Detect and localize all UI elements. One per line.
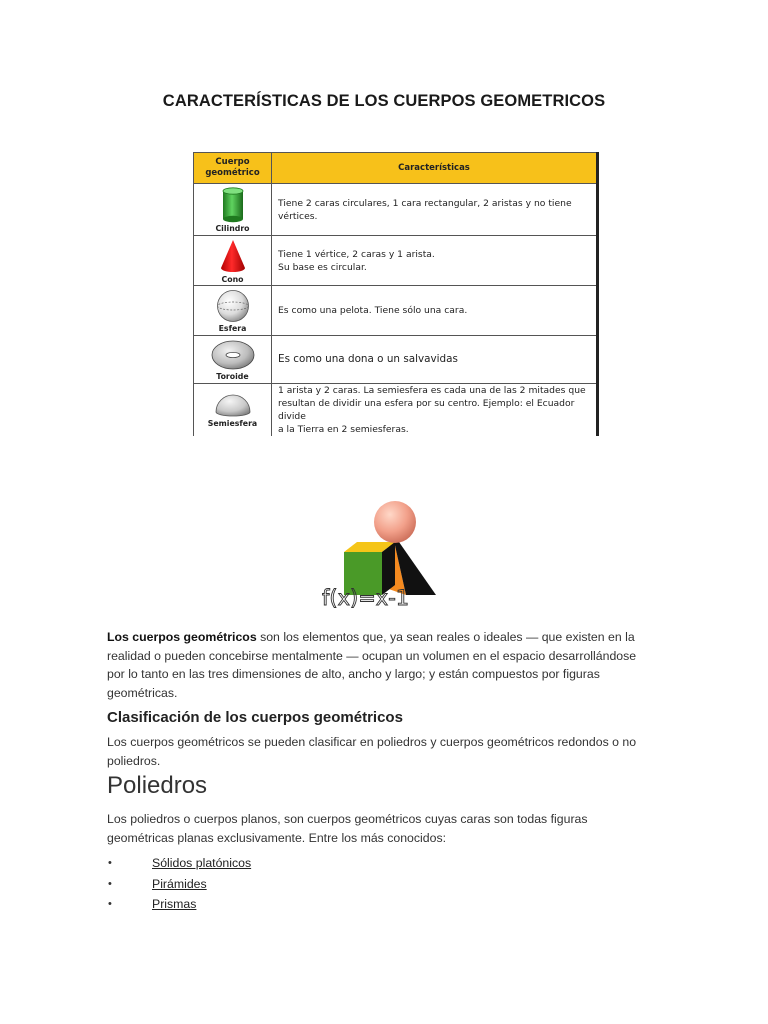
description-cell bbox=[272, 286, 598, 336]
table-row bbox=[194, 336, 598, 384]
sphere-icon bbox=[215, 289, 251, 323]
poliedros-heading: Poliedros bbox=[107, 772, 208, 799]
header-caracteristicas: Características bbox=[272, 153, 598, 184]
description-line: Es como una pelota. Tiene sólo una cara. bbox=[278, 305, 468, 316]
intro-bold-term: Los cuerpos geométricos bbox=[107, 630, 257, 644]
shape-cell bbox=[194, 184, 272, 236]
prismas-link[interactable]: Prismas bbox=[152, 897, 197, 911]
table-row bbox=[194, 236, 598, 286]
description-line: Tiene 1 vértice, 2 caras y 1 arista. bbox=[278, 248, 435, 260]
table-row bbox=[194, 286, 598, 336]
cone-icon bbox=[219, 238, 247, 274]
intro-text: son los elementos que, ya sean reales o ideales — que existen en la realidad o pueden concebirse mentalmente — ocupan un volumen en el espacio desarrollándose por lo tanto en las tres dimensiones de alto, ancho y largo; y están compuestos por figuras geométricas. bbox=[107, 630, 637, 700]
description-cell bbox=[272, 236, 598, 286]
torus-icon bbox=[210, 339, 256, 371]
description-cell bbox=[272, 336, 598, 384]
description-line: Es como una dona o un salvavidas bbox=[278, 353, 458, 365]
bullet: • bbox=[108, 898, 112, 910]
table-row bbox=[194, 384, 598, 437]
classification-paragraph: Los cuerpos geométricos se pueden clasificar en poliedros y cuerpos geométricos redondos o no poliedros. bbox=[107, 735, 637, 768]
shape-cell bbox=[194, 336, 272, 384]
description-line: 1 arista y 2 caras. La semiesfera es cada una de las 2 mitades que bbox=[278, 385, 586, 396]
piramides-link[interactable]: Pirámides bbox=[152, 876, 207, 891]
description-line: vértices. bbox=[278, 210, 318, 222]
cylinder-icon bbox=[221, 187, 245, 223]
description-line: Tiene 2 caras circulares, 1 cara rectangular, 2 aristas y no tiene bbox=[278, 197, 572, 209]
classification-heading: Clasificación de los cuerpos geométricos bbox=[107, 709, 403, 726]
geometric-shapes-image bbox=[320, 490, 442, 610]
header-col1-line1: Cuerpo bbox=[215, 157, 250, 167]
formula-text: f(x)=x-1 bbox=[322, 586, 410, 610]
description-cell bbox=[272, 184, 598, 236]
shape-name: Toroide bbox=[216, 371, 249, 381]
characteristics-table bbox=[193, 152, 599, 436]
description-line: resultan de dividir una esfera por su centro. Ejemplo: el Ecuador divide bbox=[278, 398, 575, 422]
shape-cell bbox=[194, 384, 272, 437]
description-line: Su base es circular. bbox=[278, 261, 367, 273]
geometric-illustration bbox=[320, 490, 442, 615]
shape-cell bbox=[194, 236, 272, 286]
header-cuerpo-geometrico bbox=[194, 153, 272, 184]
header-col1-line2: geométrico bbox=[205, 168, 260, 178]
table-header-row bbox=[194, 153, 598, 184]
sphere-ball bbox=[374, 501, 416, 543]
document-title: CARACTERÍSTICAS DE LOS CUERPOS GEOMETRICOS bbox=[162, 92, 606, 110]
bullet: • bbox=[108, 857, 112, 869]
shape-cell bbox=[194, 286, 272, 336]
intro-paragraph bbox=[107, 628, 655, 702]
shape-name: Cilindro bbox=[215, 223, 250, 233]
shape-name: Semiesfera bbox=[207, 419, 258, 428]
solidos-platonicos-link[interactable]: Sólidos platónicos bbox=[152, 856, 252, 870]
bullet: • bbox=[108, 877, 112, 890]
description-cell bbox=[272, 384, 598, 437]
table-row bbox=[194, 184, 598, 236]
shape-name: Esfera bbox=[218, 323, 247, 333]
shape-name: Cono bbox=[221, 274, 244, 284]
description-line: a la Tierra en 2 semiesferas. bbox=[278, 424, 409, 435]
hemisphere-icon bbox=[213, 392, 253, 418]
poliedros-paragraph: Los poliedros o cuerpos planos, son cuerpos geométricos cuyas caras son todas figuras geométricas planas exclusivamente. Entre los más conocidos: bbox=[107, 812, 588, 845]
